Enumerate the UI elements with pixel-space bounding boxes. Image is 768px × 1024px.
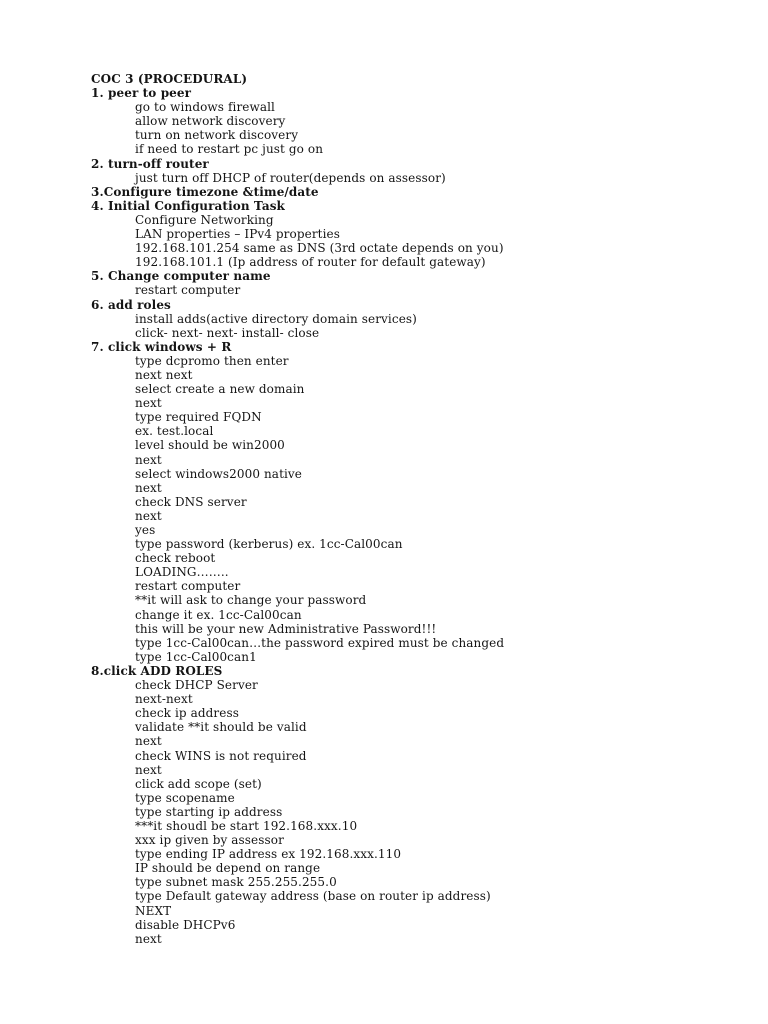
section-heading: 3.Configure timezone &time/date — [91, 184, 319, 199]
step-line: level should be win2000 — [135, 438, 285, 453]
step-line: check ip address — [135, 706, 239, 721]
procedure-sections — [91, 86, 731, 946]
step-line: check DNS server — [135, 494, 247, 509]
step-line: click add scope (set) — [135, 776, 262, 791]
step-line: type Default gateway address (base on router ip address) — [135, 889, 491, 904]
step-line: next — [135, 508, 162, 523]
step-line: ex. test.local — [135, 424, 214, 439]
step-line: type dcpromo then enter — [135, 353, 289, 368]
step-line: click- next- next- install- close — [135, 325, 320, 340]
step-line: **it will ask to change your password — [135, 593, 367, 608]
step-line: just turn off DHCP of router(depends on assessor) — [135, 170, 446, 185]
section-heading: 8.click ADD ROLES — [91, 663, 223, 678]
step-line: next next — [135, 367, 193, 382]
step-line: install adds(active directory domain services) — [135, 311, 417, 326]
step-line: go to windows firewall — [135, 100, 275, 115]
step-line: type scopename — [135, 790, 235, 805]
step-line: restart computer — [135, 579, 241, 594]
step-line: 192.168.101.1 (Ip address of router for default gateway) — [135, 255, 486, 270]
step-line: next — [135, 480, 162, 495]
step-line: if need to restart pc just go on — [135, 142, 324, 157]
step-line: type subnet mask 255.255.255.0 — [135, 875, 337, 890]
document-body — [91, 72, 731, 946]
section-heading: 4. Initial Configuration Task — [91, 198, 285, 213]
step-line: next — [135, 452, 162, 467]
step-line: type required FQDN — [135, 410, 262, 425]
step-line: check DHCP Server — [135, 678, 258, 693]
step-line: type 1cc-Cal00can1 — [135, 649, 257, 664]
step-line: next — [135, 396, 162, 411]
step-line: this will be your new Administrative Password!!! — [135, 621, 437, 636]
section-heading: 2. turn-off router — [91, 156, 209, 171]
step-line: IP should be depend on range — [135, 861, 321, 876]
section-heading: 5. Change computer name — [91, 269, 271, 284]
step-line: restart computer — [135, 283, 241, 298]
step-line: 192.168.101.254 same as DNS (3rd octate depends on you) — [135, 241, 504, 256]
step-line: turn on network discovery — [135, 128, 299, 143]
step-line: xxx ip given by assessor — [135, 833, 284, 848]
step-line: check WINS is not required — [135, 748, 307, 763]
step-line: type password (kerberus) ex. 1cc-Cal00can — [135, 537, 403, 552]
step-line: yes — [135, 523, 156, 537]
step-line: next — [135, 762, 162, 777]
step-line: LAN properties – IPv4 properties — [135, 227, 340, 242]
step-line: LOADING…….. — [135, 565, 229, 580]
step-line: validate **it should be valid — [135, 720, 307, 735]
step-line: type starting ip address — [135, 804, 283, 819]
step-line: type ending IP address ex 192.168.xxx.110 — [135, 847, 402, 862]
step-line: select create a new domain — [135, 382, 305, 397]
section-heading: 1. peer to peer — [91, 86, 192, 101]
step-line: allow network discovery — [135, 114, 286, 129]
section-heading: 7. click windows + R — [91, 339, 232, 354]
step-line: select windows2000 native — [135, 466, 303, 481]
section-heading: 6. add roles — [91, 297, 171, 312]
step-line: NEXT — [135, 903, 172, 918]
document-title: COC 3 (PROCEDURAL) — [91, 72, 248, 86]
step-line: next — [135, 931, 162, 946]
step-line: disable DHCPv6 — [135, 917, 236, 932]
step-line: change it ex. 1cc-Cal00can — [135, 607, 302, 622]
step-line: Configure Networking — [135, 212, 274, 227]
step-line: type 1cc-Cal00can…the password expired must be changed — [135, 635, 505, 650]
step-line: next-next — [135, 692, 193, 707]
step-line: next — [135, 734, 162, 749]
step-line: ***it shoudl be start 192.168.xxx.10 — [135, 818, 358, 833]
step-line: check reboot — [135, 551, 216, 566]
